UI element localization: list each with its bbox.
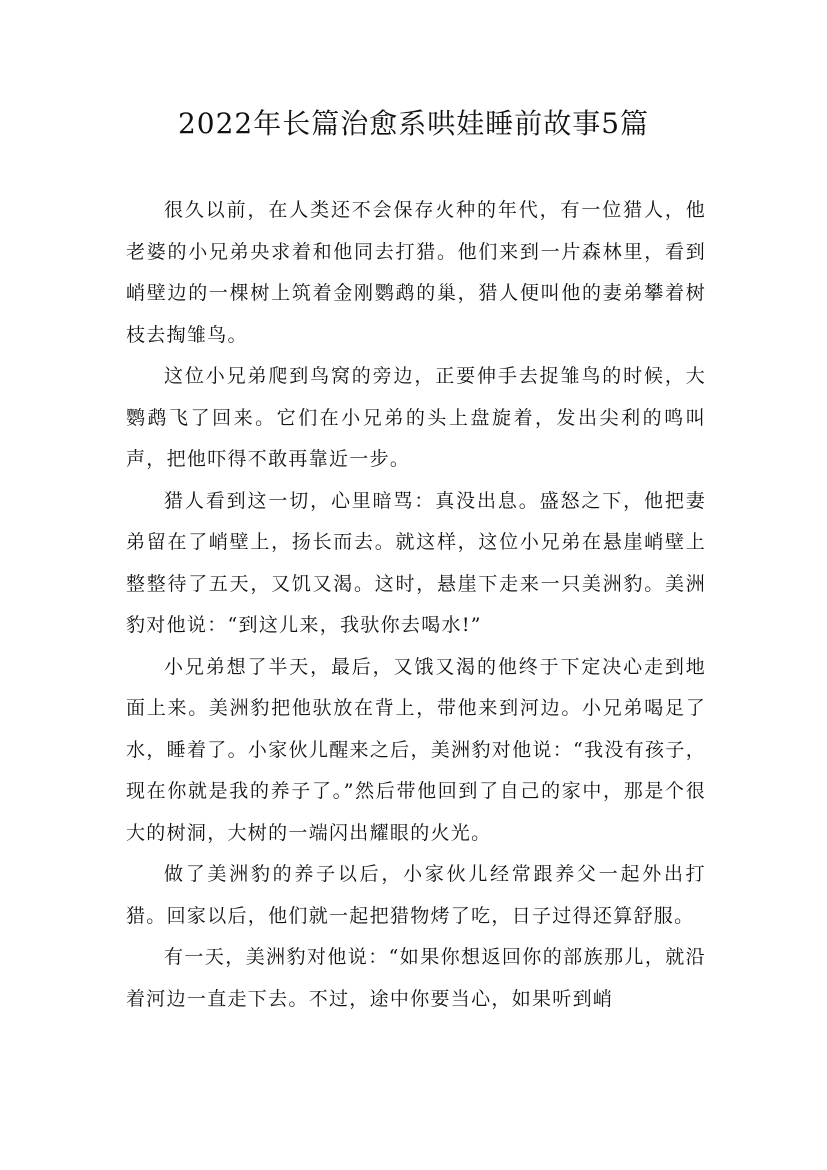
- paragraph: 做了美洲豹的养子以后，小家伙儿经常跟养父一起外出打猎。回家以后，他们就一起把猎物烤了吃，日子过得还算舒服。: [126, 863, 706, 927]
- document-title: 2022年长篇治愈系哄娃睡前故事5篇: [177, 107, 650, 140]
- paragraph: 这位小兄弟爬到鸟窝的旁边，正要伸手去捉雏鸟的时候，大鹦鹉飞了回来。它们在小兄弟的头上盘旋着，发出尖利的鸣叫声，把他吓得不敢再靠近一步。: [126, 365, 706, 470]
- paragraph: 猎人看到这一切，心里暗骂：真没出息。盛怒之下，他把妻弟留在了峭壁上，扬长而去。就这样，这位小兄弟在悬崖峭壁上整整待了五天，又饥又渴。这时，悬崖下走来一只美洲豹。美洲豹对他说：“到这儿来，我驮你去喝水!”: [126, 489, 706, 636]
- paragraph: 有一天，美洲豹对他说：“如果你想返回你的部族那儿，就沿着河边一直走下去。不过，途中你要当心，如果听到峭: [126, 946, 706, 1010]
- paragraph: 很久以前，在人类还不会保存火种的年代，有一位猎人，他老婆的小兄弟央求着和他同去打猎。他们来到一片森林里，看到峭壁边的一棵树上筑着金刚鹦鹉的巢，猎人便叫他的妻弟攀着树枝去掏雏鸟。: [126, 199, 706, 346]
- document-body: [126, 190, 706, 1020]
- paragraph: 小兄弟想了半天，最后，又饿又渴的他终于下定决心走到地面上来。美洲豹把他驮放在背上，带他来到河边。小兄弟喝足了水，睡着了。小家伙儿醒来之后，美洲豹对他说：“我没有孩子，现在你就是我的养子了。”然后带他回到了自己的家中，那是个很大的树洞，大树的一端闪出耀眼的火光。: [126, 655, 706, 844]
